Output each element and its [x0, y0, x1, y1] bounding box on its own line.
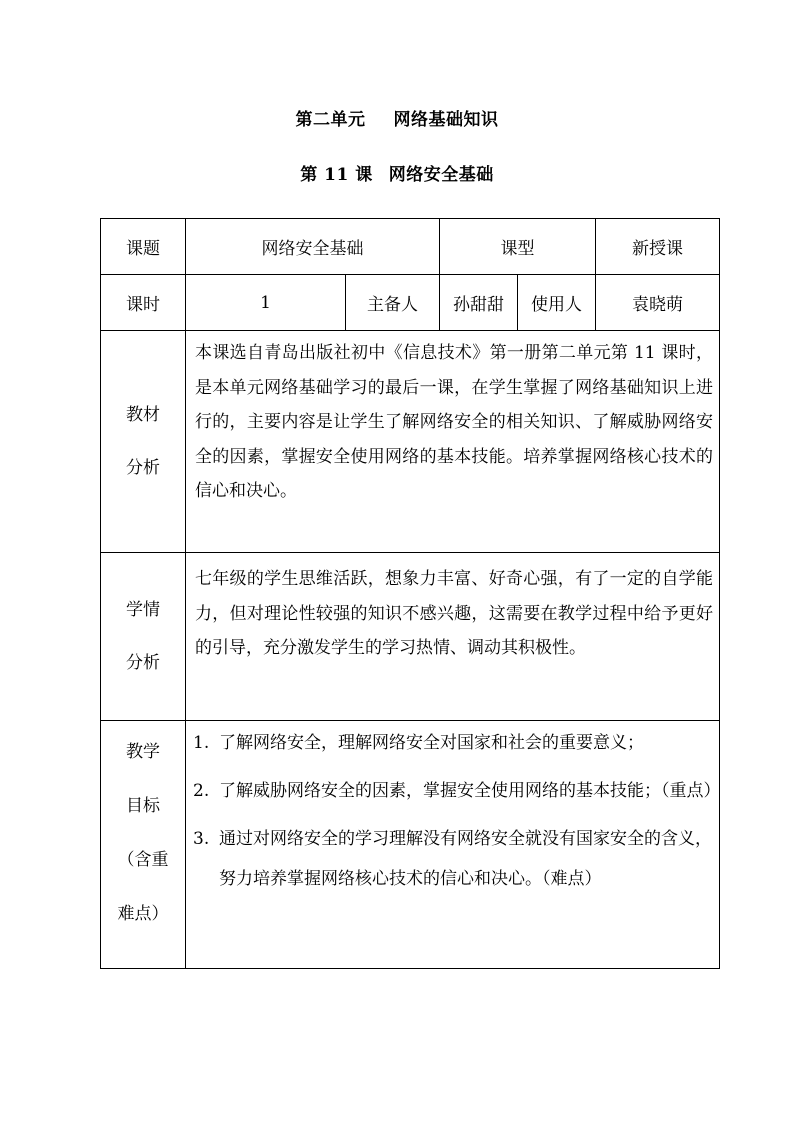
goal-label-line4: 难点）: [117, 904, 169, 924]
goal-item: [192, 723, 713, 763]
topic-label: 课题: [101, 219, 186, 275]
lesson-title: [0, 160, 794, 185]
user-value: 袁晓萌: [596, 275, 720, 331]
goals-list: [186, 721, 719, 901]
table-row: [101, 553, 720, 721]
table-row: [101, 721, 720, 969]
material-analysis-cell: [186, 331, 720, 553]
type-label: 课型: [440, 219, 596, 275]
material-label-cell: [101, 331, 186, 553]
hours-value: 1: [186, 275, 346, 331]
student-analysis-text: 七年级的学生思维活跃，想象力丰富、好奇心强，有了一定的自学能力，但对理论性较强的知识不感兴趣，这需要在教学过程中给予更好的引导，充分激发学生的学习热情、调动其积极性。: [195, 569, 713, 658]
unit-title: [0, 105, 794, 130]
goal-text: 通过对网络安全的学习理解没有网络安全就没有国家安全的含义，努力培养掌握网络核心技术的信心和决心。（难点）: [219, 829, 712, 889]
goal-label-line3: （含重: [117, 850, 169, 870]
table-row: [101, 275, 720, 331]
table-row: [101, 331, 720, 553]
student-label-cell: [101, 553, 186, 721]
table-row: [101, 219, 720, 275]
type-value: 新授课: [596, 219, 720, 275]
topic-value: 网络安全基础: [186, 219, 440, 275]
lesson-number: 第 11 课: [300, 165, 373, 185]
goal-number: 3.: [193, 829, 210, 849]
goal-label-line2: 目标: [126, 796, 160, 816]
goal-item: [192, 819, 713, 899]
goal-label-cell: [101, 721, 186, 969]
goals-cell: [186, 721, 720, 969]
preparer-value: 孙甜甜: [440, 275, 518, 331]
goal-label-line1: 教学: [126, 742, 160, 762]
material-analysis-text: 本课选自青岛出版社初中《信息技术》第一册第二单元第 11 课时，是本单元网络基础学习的最后一课，在学生掌握了网络基础知识上进行的，主要内容是让学生了解网络安全的相关知识、了解威胁网络安全的因素，掌握安全使用网络的基本技能。培养掌握网络核心技术的信心和决心。: [195, 343, 713, 501]
student-analysis-cell: [186, 553, 720, 721]
student-label-line1: 学情: [126, 599, 160, 620]
student-label-line2: 分析: [126, 652, 160, 673]
hours-label: 课时: [101, 275, 186, 331]
preparer-label: 主备人: [346, 275, 440, 331]
material-label-line1: 教材: [126, 404, 160, 425]
user-label: 使用人: [518, 275, 596, 331]
unit-number: 第二单元: [295, 110, 366, 130]
goal-text: 了解威胁网络安全的因素，掌握安全使用网络的基本技能；（重点）: [219, 781, 721, 801]
goal-item: [192, 771, 721, 811]
goal-number: 1.: [193, 733, 210, 753]
lesson-topic: 网络安全基础: [388, 165, 494, 185]
lesson-plan-table: [100, 218, 720, 969]
goal-text: 了解网络安全，理解网络安全对国家和社会的重要意义；: [219, 733, 644, 753]
unit-topic: 网络基础知识: [393, 110, 499, 130]
material-label-line2: 分析: [126, 457, 160, 478]
goal-number: 2.: [193, 781, 210, 801]
